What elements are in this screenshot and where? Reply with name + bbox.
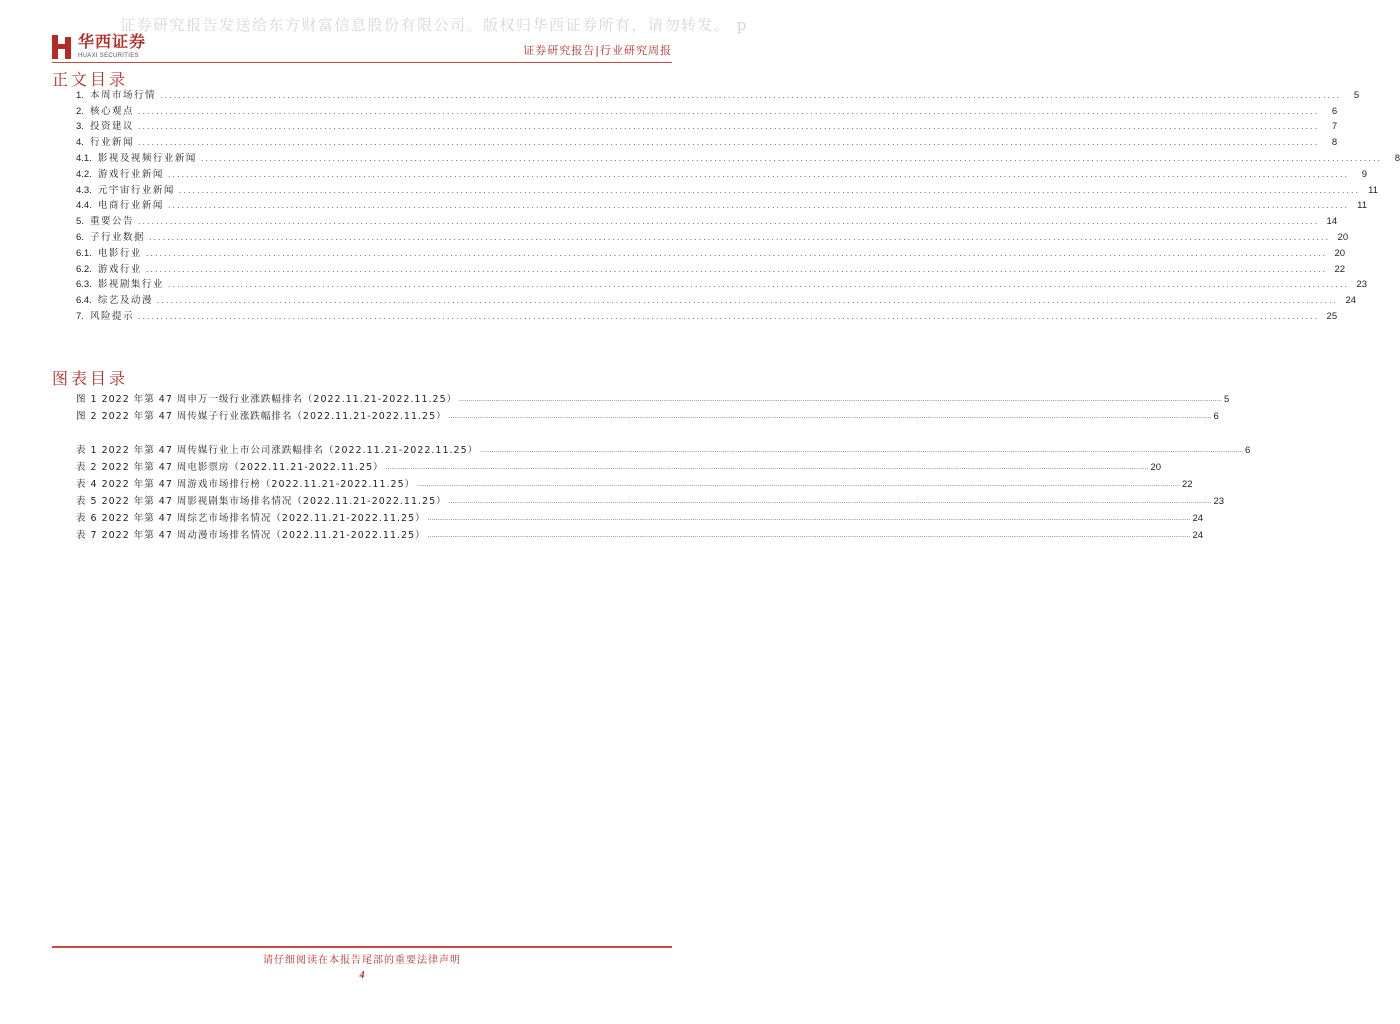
toc-item-number: 4. [76, 137, 84, 149]
table-item[interactable] [76, 490, 1225, 507]
watermark-text: 证券研究报告发送给东方财富信息股份有限公司。版权归华西证券所有，请勿转发。 p [120, 16, 748, 34]
toc-leader-dots: .................................................................................................................................................................................................................................................................... [167, 280, 1350, 290]
table-item-label: 表 2 2022 年第 47 周电影票房（2022.11.21-2022.11.25） [76, 462, 384, 473]
toc-item-title: 电影行业 [97, 247, 142, 259]
table-leader-dots: ................................................................................................................................................................................................................................................................................................................................................................................................................ [480, 447, 1244, 454]
figure-item-page: 6 [1213, 411, 1219, 422]
toc-leader-dots: .................................................................................................................................................................................................................................................................... [145, 248, 1328, 258]
toc-item-page: 23 [1356, 279, 1368, 291]
toc-leader-dots: .................................................................................................................................................................................................................................................................... [137, 217, 1320, 227]
toc-item-page: 6 [1331, 105, 1338, 117]
toc-item[interactable] [76, 85, 1360, 101]
toc-item-number: 2. [76, 105, 84, 117]
list-gap [76, 422, 686, 439]
toc-leader-dots: .................................................................................................................................................................................................................................................................... [137, 122, 1320, 132]
toc-item-page: 20 [1334, 247, 1346, 259]
toc-item-title: 元宇宙行业新闻 [97, 184, 175, 196]
toc-item-page: 22 [1334, 263, 1346, 275]
toc-item[interactable] [76, 148, 1400, 164]
toc-item-number: 5. [76, 216, 84, 228]
toc-title: 正文目录 [52, 70, 129, 89]
figure-item-label: 图 1 2022 年第 47 周申万一级行业涨跌幅排名（2022.11.21-2022.11.25） [76, 394, 458, 405]
figure-item-page: 5 [1224, 394, 1230, 405]
table-item-label: 表 7 2022 年第 47 周动漫市场排名情况（2022.11.21-2022.11.25） [76, 530, 426, 541]
table-leader-dots: ................................................................................................................................................................................................................................................................................................................................................................................................................ [448, 498, 1212, 505]
toc-item[interactable] [76, 227, 1349, 243]
toc-item-number: 6.4. [76, 295, 92, 307]
table-item-label: 表 6 2022 年第 47 周综艺市场排名情况（2022.11.21-2022.11.25） [76, 513, 426, 524]
footer-divider [52, 946, 672, 948]
toc-leader-dots: .................................................................................................................................................................................................................................................................... [178, 185, 1361, 195]
toc-item-title: 电商行业新闻 [97, 200, 164, 212]
toc-item-page: 24 [1345, 295, 1357, 307]
report-type: 证券研究报告|行业研究周报 [523, 44, 672, 57]
toc-item-title: 游戏行业新闻 [97, 168, 164, 180]
table-item-page: 24 [1192, 513, 1204, 524]
table-item[interactable] [76, 439, 1251, 456]
toc-item-title: 本周市场行情 [89, 89, 156, 101]
toc-leader-dots: .................................................................................................................................................................................................................................................................... [137, 138, 1320, 148]
toc-list [76, 85, 1400, 322]
table-item-label: 表 4 2022 年第 47 周游戏市场排行榜（2022.11.21-2022.11.25） [76, 479, 416, 490]
toc-item-title: 风险提示 [89, 310, 134, 322]
table-item-page: 22 [1182, 479, 1193, 490]
toc-item-number: 1. [76, 89, 84, 101]
toc-item-number: 4.4. [76, 200, 92, 212]
table-leader-dots: ................................................................................................................................................................................................................................................................................................................................................................................................................ [385, 464, 1149, 471]
toc-item[interactable] [76, 290, 1357, 307]
table-item-page: 6 [1245, 445, 1251, 456]
toc-item[interactable] [76, 306, 1338, 322]
toc-item-title: 影视剧集行业 [97, 279, 164, 291]
toc-item[interactable] [76, 101, 1338, 117]
figure-item-label: 图 2 2022 年第 47 周传媒子行业涨跌幅排名（2022.11.21-2022.11.25） [76, 411, 447, 422]
table-item[interactable] [76, 507, 1204, 524]
table-leader-dots: ................................................................................................................................................................................................................................................................................................................................................................................................................ [427, 515, 1191, 522]
toc-item[interactable] [76, 275, 1368, 291]
table-leader-dots: ................................................................................................................................................................................................................................................................................................................................................................................................................ [417, 481, 1181, 488]
table-item-page: 20 [1150, 462, 1162, 473]
toc-leader-dots: .................................................................................................................................................................................................................................................................... [167, 201, 1350, 211]
toc-item[interactable] [76, 180, 1379, 196]
logo-name-en: HUAXI SECURITIES [78, 53, 139, 59]
toc-item-page: 5 [1353, 89, 1360, 101]
toc-leader-dots: .................................................................................................................................................................................................................................................................... [167, 169, 1350, 179]
toc-item-number: 4.2. [76, 168, 92, 180]
toc-item[interactable] [76, 117, 1338, 133]
toc-item-page: 25 [1326, 310, 1338, 322]
toc-item-title: 综艺及动漫 [97, 295, 153, 307]
figures-list [76, 388, 1251, 541]
table-item[interactable] [76, 473, 1193, 490]
toc-item-page: 7 [1331, 121, 1338, 133]
logo-name-cn: 华西证券 [78, 32, 147, 51]
toc-leader-dots: .................................................................................................................................................................................................................................................................... [159, 90, 1342, 100]
toc-item-page: 11 [1368, 184, 1379, 196]
toc-item-page: 8 [1394, 152, 1400, 164]
toc-item-page: 8 [1331, 137, 1338, 149]
toc-item-title: 游戏行业 [97, 263, 142, 275]
legal-disclaimer: 请仔细阅读在本报告尾部的重要法律声明 [263, 955, 461, 966]
toc-item[interactable] [76, 196, 1368, 212]
toc-leader-dots: .................................................................................................................................................................................................................................................................... [137, 106, 1320, 116]
toc-leader-dots: .................................................................................................................................................................................................................................................................... [145, 264, 1328, 274]
header-divider [52, 62, 672, 63]
toc-leader-dots: .................................................................................................................................................................................................................................................................... [148, 232, 1331, 242]
toc-item-number: 6.3. [76, 279, 92, 291]
toc-item-page: 14 [1326, 216, 1338, 228]
toc-leader-dots: .................................................................................................................................................................................................................................................................... [156, 296, 1339, 306]
toc-item-number: 4.1. [76, 152, 92, 164]
toc-item-number: 3. [76, 121, 84, 133]
toc-item-number: 6.2. [76, 263, 92, 275]
toc-item-title: 投资建议 [89, 121, 134, 133]
table-item-label: 表 1 2022 年第 47 周传媒行业上市公司涨跌幅排名（2022.11.21-2022.11.25） [76, 445, 479, 456]
toc-item-number: 4.3. [76, 184, 92, 196]
figures-title: 图表目录 [52, 369, 129, 388]
toc-item[interactable] [76, 211, 1338, 228]
toc-item-page: 9 [1361, 168, 1368, 180]
table-item[interactable] [76, 524, 1204, 541]
table-item[interactable] [76, 456, 1162, 473]
toc-item-number: 6. [76, 231, 84, 243]
toc-item[interactable] [76, 164, 1368, 180]
toc-item[interactable] [76, 132, 1338, 149]
toc-item-title: 子行业数据 [89, 231, 145, 243]
toc-item-title: 影视及视频行业新闻 [97, 152, 197, 164]
toc-leader-dots: .................................................................................................................................................................................................................................................................... [137, 311, 1320, 321]
logo-icon [52, 35, 72, 59]
toc-item-page: 20 [1337, 231, 1349, 243]
toc-leader-dots: .................................................................................................................................................................................................................................................................... [200, 153, 1383, 163]
table-item-label: 表 5 2022 年第 47 周影视剧集市场排名情况（2022.11.21-2022.11.25） [76, 496, 447, 507]
toc-item-number: 6.1. [76, 247, 92, 259]
toc-item-title: 行业新闻 [89, 137, 134, 149]
figure-item[interactable] [76, 388, 1230, 405]
page-number: 4 [359, 970, 365, 981]
figure-leader-dots: ................................................................................................................................................................................................................................................................................................................................................................................................................ [459, 396, 1223, 403]
company-logo [52, 34, 146, 59]
toc-item[interactable] [76, 259, 1346, 275]
figure-leader-dots: ................................................................................................................................................................................................................................................................................................................................................................................................................ [448, 413, 1212, 420]
table-item-page: 24 [1192, 530, 1204, 541]
table-leader-dots: ................................................................................................................................................................................................................................................................................................................................................................................................................ [427, 532, 1191, 539]
toc-item-number: 7. [76, 310, 84, 322]
table-item-page: 23 [1213, 496, 1225, 507]
figure-item[interactable] [76, 405, 1219, 422]
toc-item-title: 重要公告 [89, 216, 134, 228]
toc-item[interactable] [76, 243, 1346, 259]
toc-item-title: 核心观点 [89, 105, 134, 117]
toc-item-page: 11 [1357, 200, 1368, 212]
